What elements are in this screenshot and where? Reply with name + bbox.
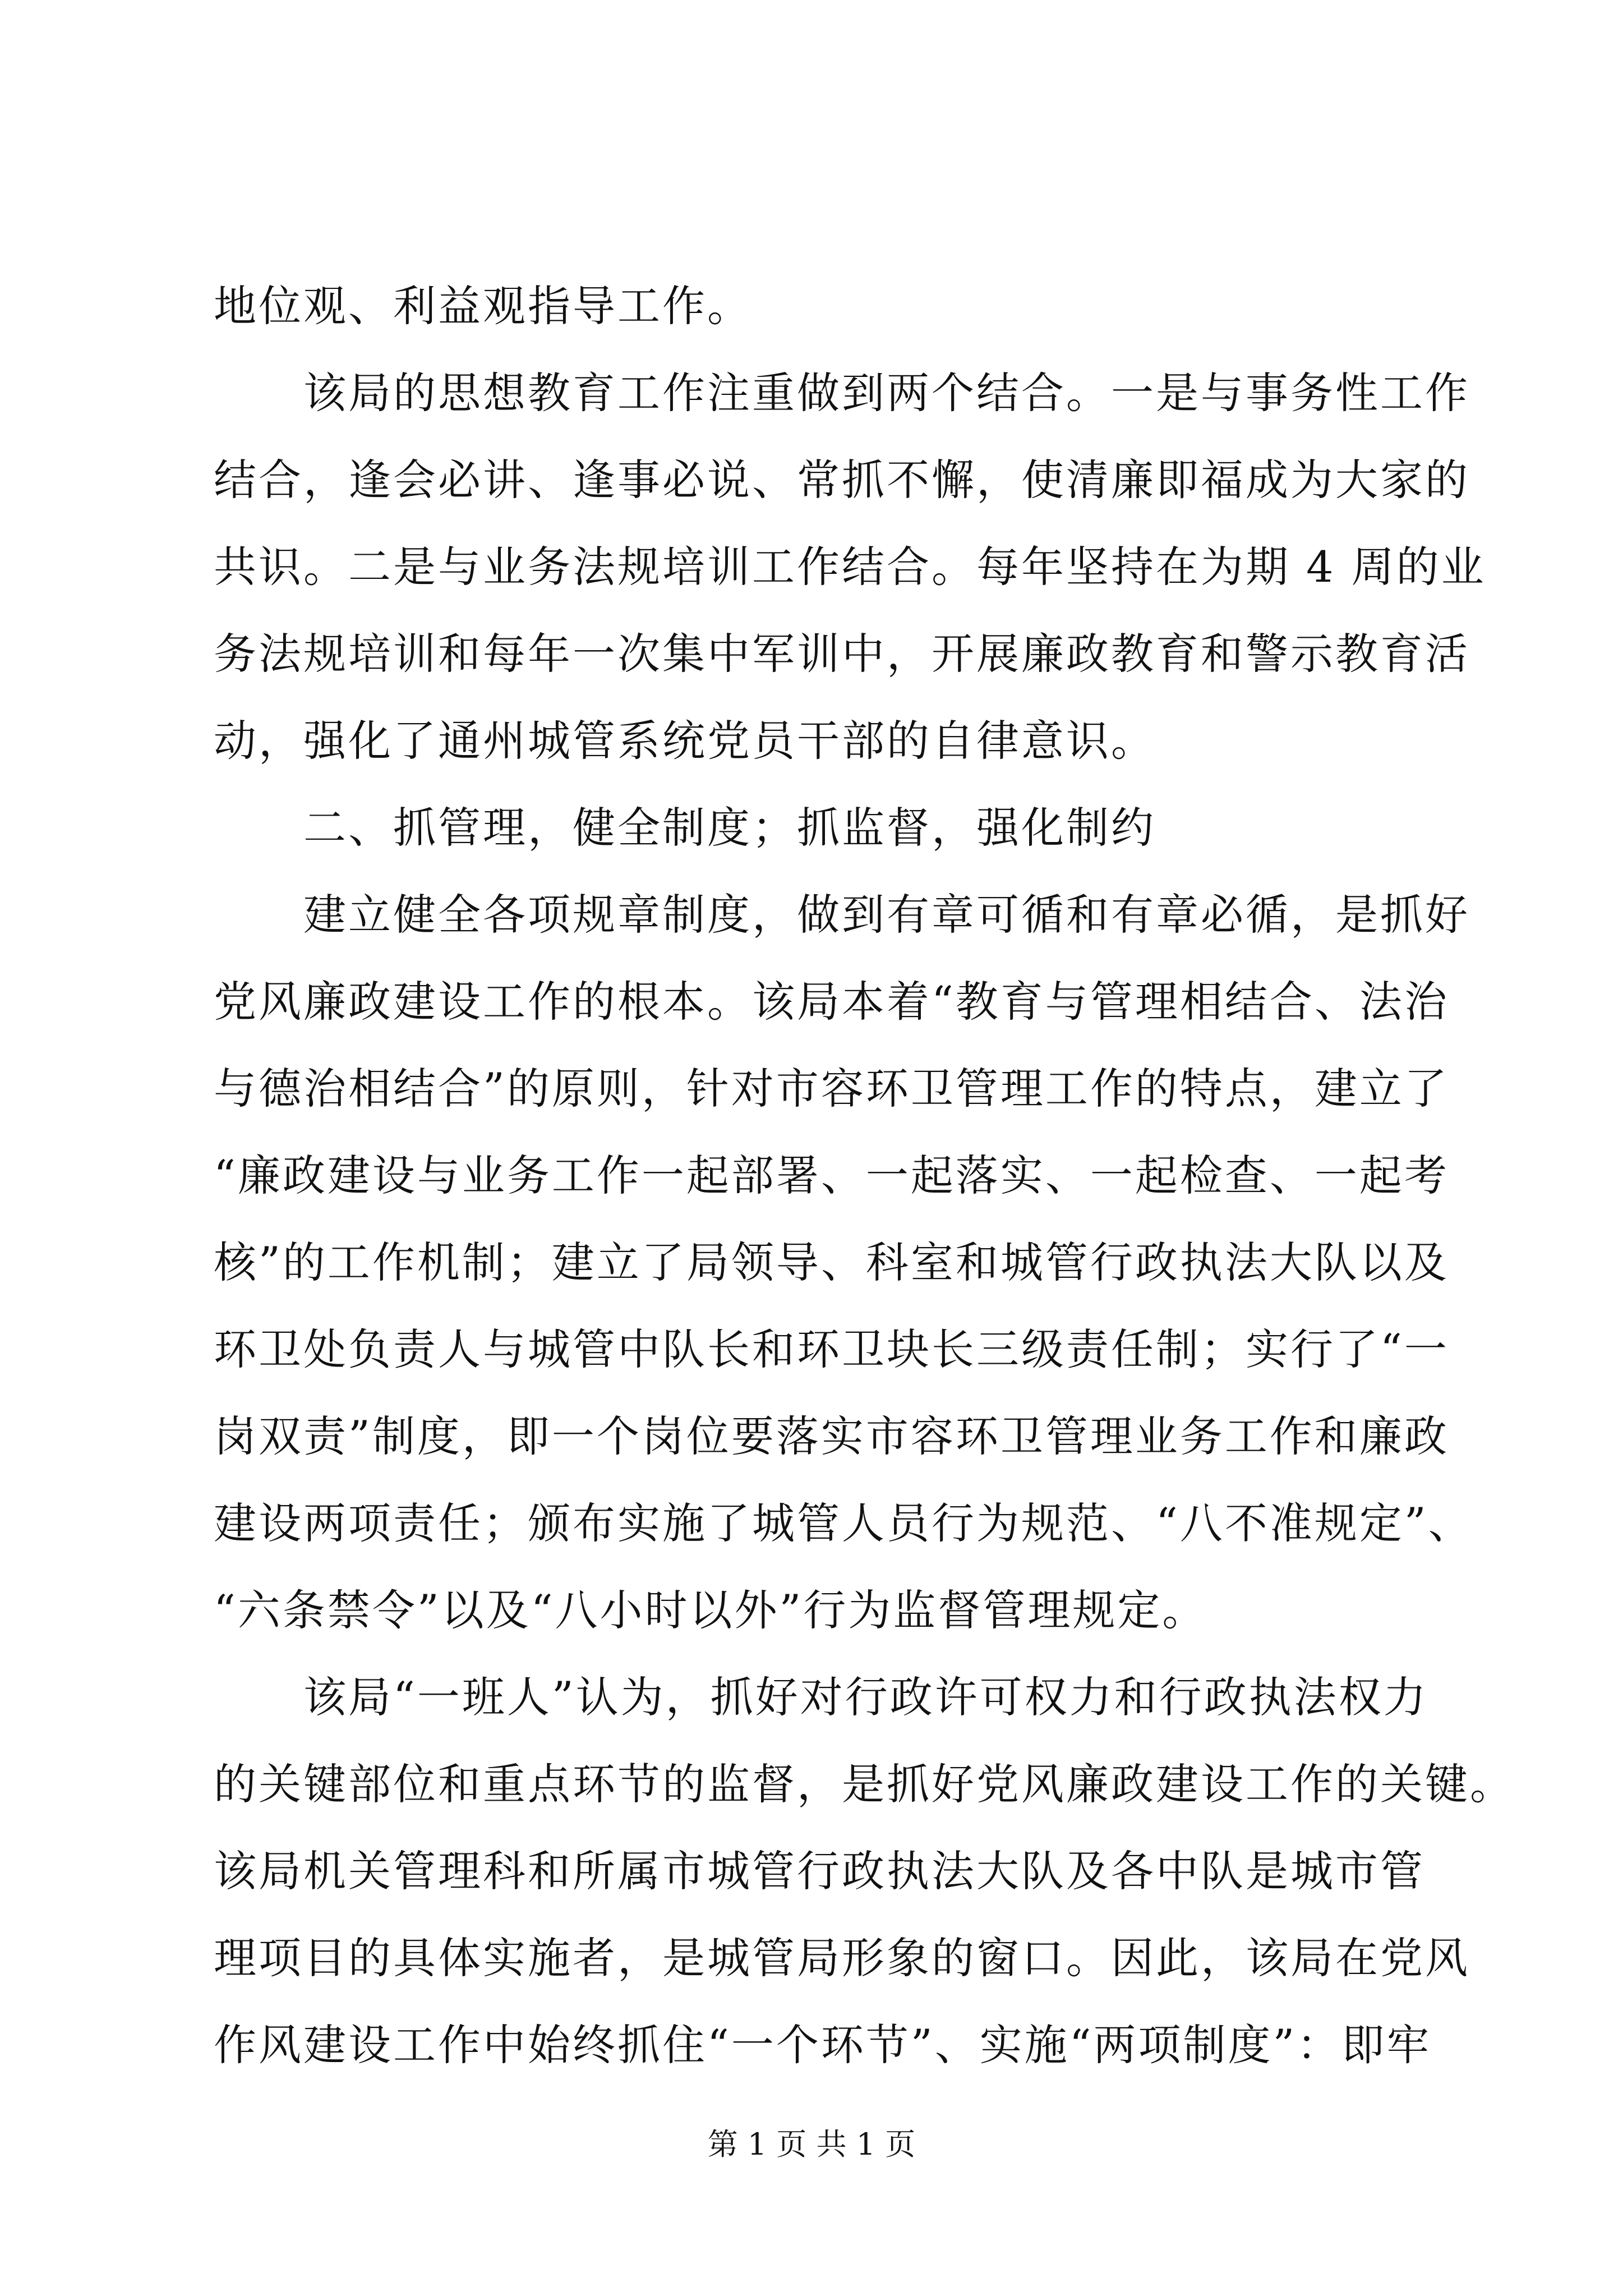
text-line: 建设两项责任；颁布实施了城管人员行为规范、“八不准规定”、 <box>214 1498 1473 1548</box>
text-line: 动，强化了通州城管系统党员干部的自律意识。 <box>214 716 1156 766</box>
text-line: 该局“一班人”认为，抓好对行政许可权力和行政执法权力 <box>214 1672 1428 1722</box>
text-line: “六条禁令”以及“八小时以外”行为监督管理规定。 <box>214 1585 1207 1635</box>
text-line: 与德治相结合”的原则，针对市容环卫管理工作的特点，建立了 <box>214 1064 1449 1114</box>
text-line: 务法规培训和每年一次集中军训中，开展廉政教育和警示教育活 <box>214 629 1470 679</box>
text-line: 共识。二是与业务法规培训工作结合。每年坚持在为期 4 周的业 <box>214 542 1486 592</box>
text-line: 建立健全各项规章制度，做到有章可循和有章必循，是抓好 <box>214 890 1470 940</box>
text-line: 地位观、利益观指导工作。 <box>214 281 752 331</box>
text-line: 该局的思想教育工作注重做到两个结合。一是与事务性工作 <box>214 368 1470 418</box>
text-line: 理项目的具体实施者，是城管局形象的窗口。因此，该局在党风 <box>214 1933 1470 1983</box>
text-line: 结合，逢会必讲、逢事必说、常抓不懈，使清廉即福成为大家的 <box>214 455 1470 505</box>
page-footer: 第 1 页 共 1 页 <box>707 2127 916 2162</box>
text-line: 环卫处负责人与城管中队长和环卫块长三级责任制；实行了“一 <box>214 1324 1449 1374</box>
text-line: 作风建设工作中始终抓住“一个环节”、实施“两项制度”：即牢 <box>214 2020 1432 2070</box>
text-line: 核”的工作机制；建立了局领导、科室和城管行政执法大队以及 <box>214 1237 1449 1287</box>
text-line: 党风廉政建设工作的根本。该局本着“教育与管理相结合、法治 <box>214 977 1449 1027</box>
body-text <box>214 263 1515 2088</box>
text-line: “廉政建设与业务工作一起部署、一起落实、一起检查、一起考 <box>214 1151 1449 1200</box>
text-line: 的关键部位和重点环节的监督，是抓好党风廉政建设工作的关键。 <box>214 1759 1515 1809</box>
text-line: 该局机关管理科和所属市城管行政执法大队及各中队是城市管 <box>214 1846 1425 1896</box>
section-heading: 二、抓管理，健全制度；抓监督，强化制约 <box>214 803 1156 853</box>
text-line: 岗双责”制度，即一个岗位要落实市容环卫管理业务工作和廉政 <box>214 1411 1449 1461</box>
